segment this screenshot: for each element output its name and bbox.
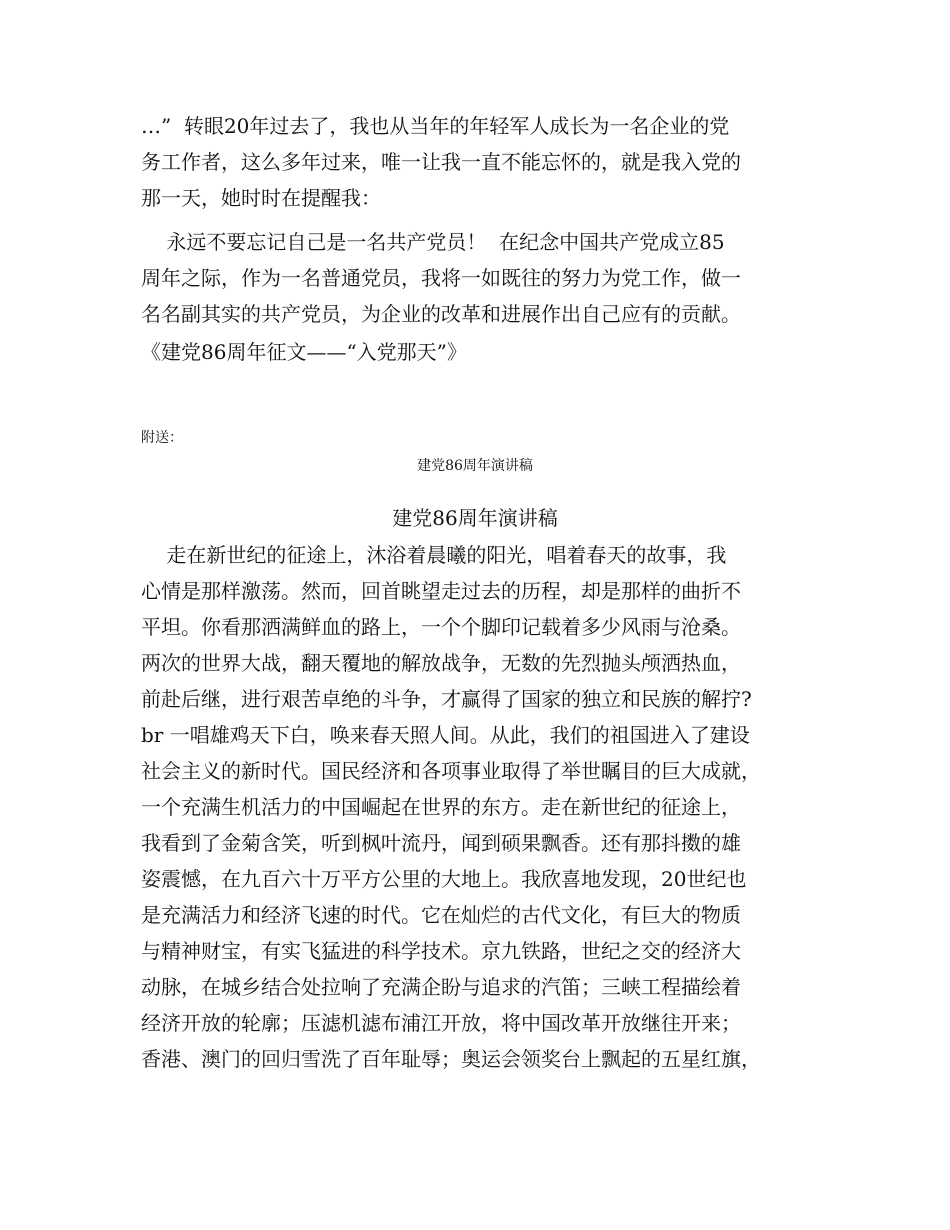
speech-line: 是充满活力和经济飞速的时代。它在灿烂的古代文化，有巨大的物质 bbox=[141, 903, 741, 927]
speech-line: 经济开放的轮廓；压滤机滤布浦江开放，将中国改革开放继往开来； bbox=[141, 1011, 741, 1035]
speech-line: 两次的世界大战，翻天覆地的解放战争，无数的先烈抛头颅洒热血， bbox=[141, 651, 741, 675]
speech-line: 与精神财宝，有实飞猛进的科学技术。京九铁路，世纪之交的经济大 bbox=[141, 939, 741, 963]
speech-line: 走在新世纪的征途上，沐浴着晨曦的阳光，唱着春天的故事，我 bbox=[141, 543, 727, 567]
speech-line: 平坦。你看那洒满鲜血的路上，一个个脚印记载着多少风雨与沧桑。 bbox=[141, 615, 741, 639]
speech-title: 建党86周年演讲稿 bbox=[392, 506, 558, 530]
speech-line: 动脉，在城乡结合处拉响了充满企盼与追求的汽笛；三峡工程描绘着 bbox=[141, 975, 741, 999]
essay-line: 永远不要忘记自己是一名共产党员！ 在纪念中国共产党成立85 bbox=[141, 230, 725, 254]
speech-line: 前赴后继，进行艰苦卓绝的斗争，才赢得了国家的独立和民族的解拧? bbox=[141, 687, 752, 711]
essay-line: 务工作者，这么多年过来，唯一让我一直不能忘怀的，就是我入党的 bbox=[141, 150, 741, 174]
essay-line: …” 转眼20年过去了，我也从当年的年轻军人成长为一名企业的党 bbox=[141, 114, 730, 138]
speech-line: 香港、澳门的回归雪洗了百年耻辱；奥运会领奖台上飘起的五星红旗， bbox=[141, 1047, 761, 1071]
speech-line: 姿震憾，在九百六十万平方公里的大地上。我欣喜地发现，20世纪也 bbox=[141, 867, 747, 891]
essay-citation: 《建党86周年征文——“入党那天”》 bbox=[141, 340, 467, 364]
appendix-label: 附送： bbox=[141, 430, 183, 446]
speech-line: 一个充满生机活力的中国崛起在世界的东方。走在新世纪的征途上， bbox=[141, 795, 741, 819]
essay-line: 周年之际，作为一名普通党员，我将一如既往的努力为党工作，做一 bbox=[141, 266, 741, 290]
small-title: 建党86周年演讲稿 bbox=[417, 458, 533, 474]
speech-line: 我看到了金菊含笑，听到枫叶流丹，闻到硕果飘香。还有那抖擞的雄 bbox=[141, 831, 741, 855]
essay-line: 名名副其实的共产党员，为企业的改革和进展作出自己应有的贡献。 bbox=[141, 302, 741, 326]
speech-line: br 一唱雄鸡天下白，唤来春天照人间。从此，我们的祖国进入了建设 bbox=[141, 723, 750, 747]
speech-line: 心情是那样激荡。然而，回首眺望走过去的历程，却是那样的曲折不 bbox=[141, 579, 741, 603]
speech-line: 社会主义的新时代。国民经济和各项事业取得了举世瞩目的巨大成就， bbox=[141, 759, 761, 783]
essay-line: 那一天，她时时在提醒我： bbox=[141, 186, 381, 210]
